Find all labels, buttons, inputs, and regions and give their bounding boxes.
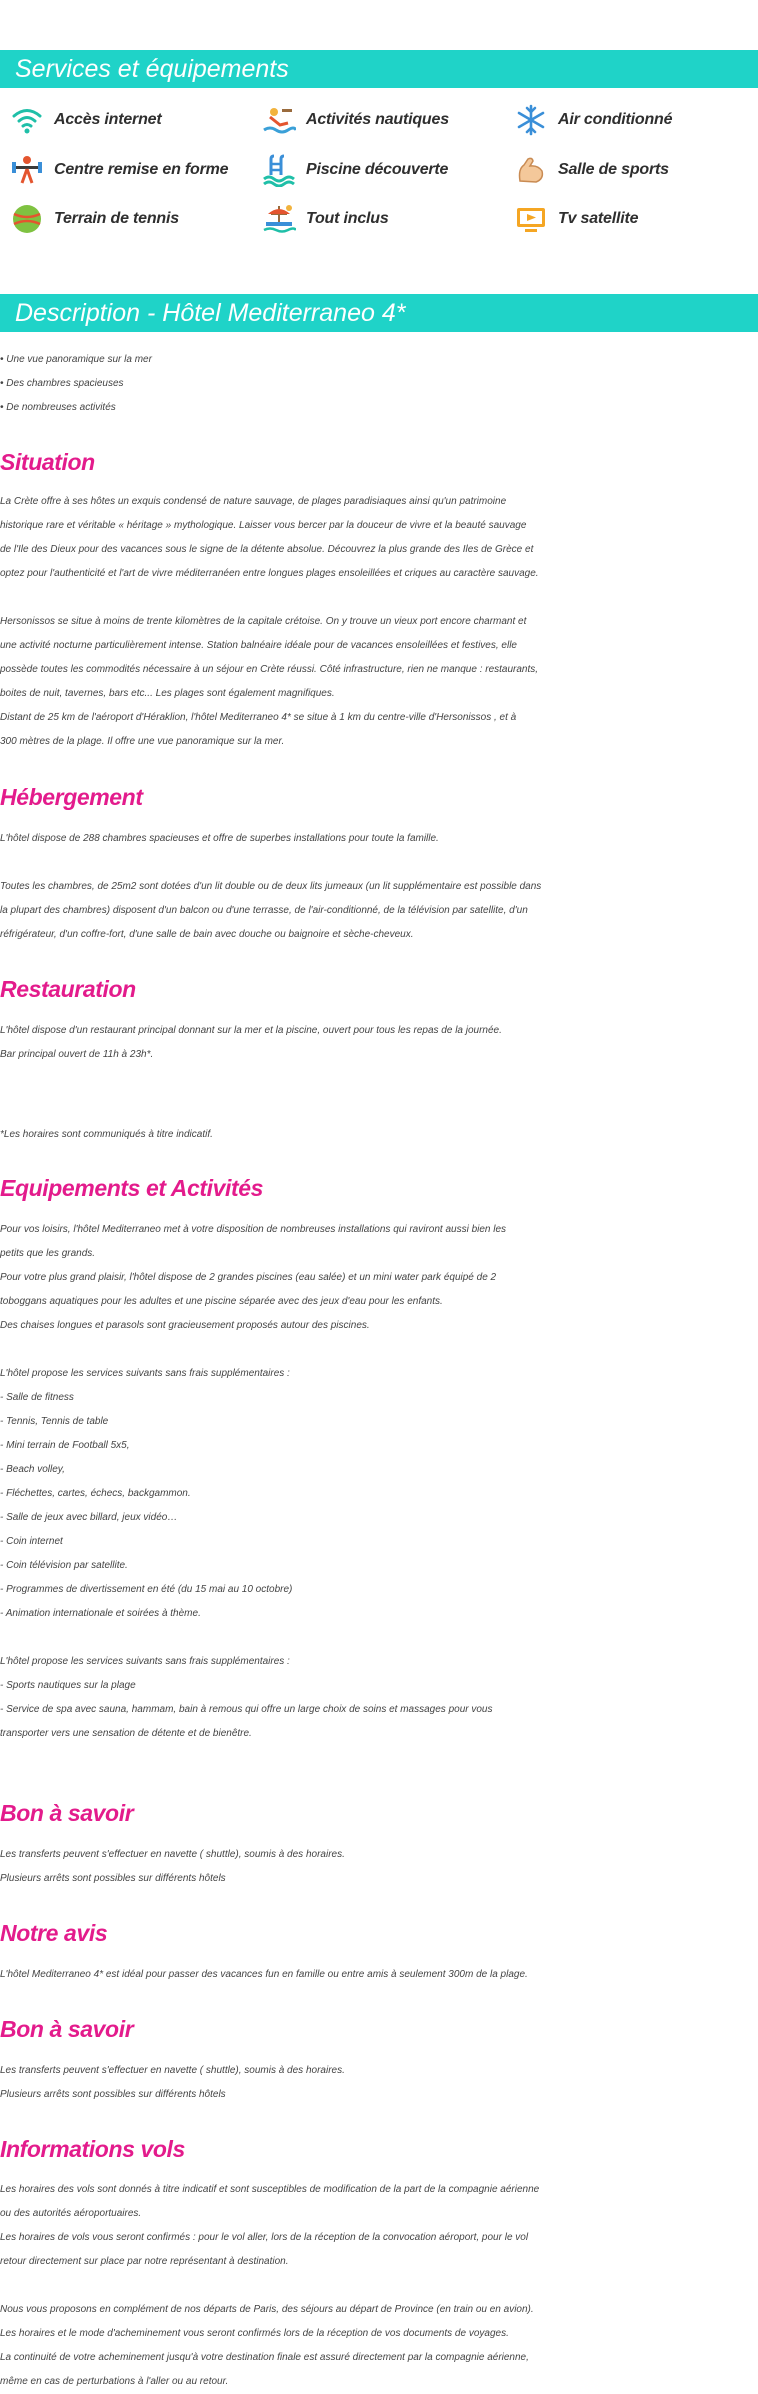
bon-a-savoir-line: Les transferts peuvent s'effectuer en navette ( shuttle), soumis à des horaires. xyxy=(0,2065,345,2076)
service-label: Tv satellite xyxy=(558,210,639,227)
services-title: Services et équipements xyxy=(15,55,289,83)
service-label: Accès internet xyxy=(54,111,162,128)
equipements-line: transporter vers une sensation de détente et de bienêtre. xyxy=(0,1728,252,1739)
situation-line: 300 mètres de la plage. Il offre une vue panoramique sur la mer. xyxy=(0,736,285,747)
vols-line: Les horaires des vols sont donnés à titre indicatif et sont susceptibles de modification de la part de la compagnie aérienne xyxy=(0,2184,540,2195)
equipements-line: - Salle de jeux avec billard, jeux vidéo… xyxy=(0,1512,178,1523)
bon-a-savoir-line: Les transferts peuvent s'effectuer en navette ( shuttle), soumis à des horaires. xyxy=(0,1849,345,1860)
equipements-line: Pour vos loisirs, l'hôtel Mediterraneo met à votre disposition de nombreuses installations qui raviront aussi bien les xyxy=(0,1224,507,1235)
vols-line: Les horaires et le mode d'acheminement vous seront confirmés lors de la réception de vos documents de voyages. xyxy=(0,2328,509,2339)
service-label: Salle de sports xyxy=(558,161,669,178)
equipements-line: - Service de spa avec sauna, hammam, bain à remous qui offre un large choix de soins et massages pour vous xyxy=(0,1704,493,1715)
notre-avis-line: L'hôtel Mediterraneo 4* est idéal pour passer des vacances fun en famille ou entre amis à seulement 300m de la plage. xyxy=(0,1969,528,1980)
service-label: Tout inclus xyxy=(306,210,389,227)
service-pool xyxy=(262,152,448,188)
service-air-conditioning xyxy=(514,102,672,138)
service-label: Centre remise en forme xyxy=(54,161,229,178)
equipements-line: - Mini terrain de Football 5x5, xyxy=(0,1440,130,1451)
equipements-line: L'hôtel propose les services suivants sans frais supplémentaires : xyxy=(0,1368,290,1379)
hebergement-line: Toutes les chambres, de 25m2 sont dotées d'un lit double ou de deux lits jumeaux (un lit supplémentaire est possible dans xyxy=(0,881,542,892)
hebergement-heading: Hébergement xyxy=(0,784,143,810)
bon-a-savoir-heading: Bon à savoir xyxy=(0,1800,134,1826)
description-bullet: • Des chambres spacieuses xyxy=(0,378,124,389)
pool-icon xyxy=(262,153,296,187)
all-inclusive-icon xyxy=(262,202,296,236)
vols-line: même en cas de perturbations à l'aller ou au retour. xyxy=(0,2376,229,2387)
situation-line: Distant de 25 km de l'aéroport d'Héraklion, l'hôtel Mediterraneo 4* se situe à 1 km du centre-ville d'Hersonissos , et à xyxy=(0,712,517,723)
bon-a-savoir-line: Plusieurs arrêts sont possibles sur différents hôtels xyxy=(0,2089,226,2100)
equipements-heading: Equipements et Activités xyxy=(0,1175,264,1201)
vols-line: ou des autorités aéroportuaires. xyxy=(0,2208,142,2219)
situation-line: possède toutes les commodités nécessaire à un séjour en Crète réussi. Côté infrastructure, rien ne manque : restaurants, xyxy=(0,664,539,675)
equipements-line: - Coin télévision par satellite. xyxy=(0,1560,128,1571)
situation-line: boites de nuit, tavernes, bars etc... Les plages sont également magnifiques. xyxy=(0,688,335,699)
service-label: Terrain de tennis xyxy=(54,210,179,227)
equipements-line: - Fléchettes, cartes, échecs, backgammon. xyxy=(0,1488,191,1499)
restauration-heading: Restauration xyxy=(0,976,136,1002)
equipements-line: Des chaises longues et parasols sont gracieusement proposés autour des piscines. xyxy=(0,1320,370,1331)
service-tv xyxy=(514,201,638,237)
situation-heading: Situation xyxy=(0,449,95,475)
wifi-icon xyxy=(10,103,44,137)
equipements-line: L'hôtel propose les services suivants sans frais supplémentaires : xyxy=(0,1656,290,1667)
equipements-line: - Sports nautiques sur la plage xyxy=(0,1680,136,1691)
equipements-line: - Animation internationale et soirées à thème. xyxy=(0,1608,201,1619)
water-sports-icon xyxy=(262,103,296,137)
service-gym xyxy=(514,152,669,188)
tennis-ball-icon xyxy=(10,202,44,236)
fitness-icon xyxy=(10,153,44,187)
restauration-note: *Les horaires sont communiqués à titre indicatif. xyxy=(0,1129,213,1140)
equipements-line: petits que les grands. xyxy=(0,1248,96,1259)
equipements-line: Pour votre plus grand plaisir, l'hôtel dispose de 2 grandes piscines (eau salée) et un mini water park équipé de 2 xyxy=(0,1272,497,1283)
vols-line: La continuité de votre acheminement jusqu'à votre destination finale est assuré directement par la compagnie aérienne, xyxy=(0,2352,529,2363)
situation-line: optez pour l'authenticité et l'art de vivre méditerranéen entre longues plages ensoleillées et criques au caractère sauvage. xyxy=(0,568,539,579)
service-all-inclusive xyxy=(262,201,389,237)
vols-line: Les horaires de vols vous seront confirmés : pour le vol aller, lors de la réception de la convocation aéroport, pour le vol xyxy=(0,2232,529,2243)
hebergement-line: la plupart des chambres) disposent d'un balcon ou d'une terrasse, de l'air-conditionné, de la télévision par satellite, d'un xyxy=(0,905,528,916)
bon-a-savoir-heading: Bon à savoir xyxy=(0,2016,134,2042)
situation-line: La Crète offre à ses hôtes un exquis condensé de nature sauvage, de plages paradisiaques ainsi qu'un patrimoine xyxy=(0,496,507,507)
situation-line: de l'Ile des Dieux pour des vacances sous le signe de la détente absolue. Découvrez la plus grande des Iles de Grèce et xyxy=(0,544,534,555)
description-bullet: • De nombreuses activités xyxy=(0,402,116,413)
informations-vols-heading: Informations vols xyxy=(0,2136,185,2162)
equipements-line: toboggans aquatiques pour les adultes et une piscine séparée avec des jeux d'eau pour les enfants. xyxy=(0,1296,443,1307)
description-title: Description - Hôtel Mediterraneo 4* xyxy=(15,299,406,327)
restauration-line: Bar principal ouvert de 11h à 23h*. xyxy=(0,1049,154,1060)
equipements-line: - Tennis, Tennis de table xyxy=(0,1416,109,1427)
situation-line: Hersonissos se situe à moins de trente kilomètres de la capitale crétoise. On y trouve un vieux port encore charmant et xyxy=(0,616,527,627)
equipements-line: - Coin internet xyxy=(0,1536,63,1547)
service-water-sports xyxy=(262,102,449,138)
service-tennis xyxy=(10,201,179,237)
service-label: Air conditionné xyxy=(558,111,673,128)
muscle-icon xyxy=(514,153,548,187)
tv-icon xyxy=(514,202,548,236)
bon-a-savoir-line: Plusieurs arrêts sont possibles sur différents hôtels xyxy=(0,1873,226,1884)
service-internet xyxy=(10,102,161,138)
services-header xyxy=(0,50,758,88)
vols-line: retour directement sur place par notre représentant à destination. xyxy=(0,2256,289,2267)
hebergement-line: L'hôtel dispose de 288 chambres spacieuses et offre de superbes installations pour toute la famille. xyxy=(0,833,439,844)
snowflake-icon xyxy=(514,103,548,137)
situation-line: historique rare et véritable « héritage » mythologique. Laisser vous bercer par la douceur de vivre et la beauté sauvage xyxy=(0,520,527,531)
notre-avis-heading: Notre avis xyxy=(0,1920,108,1946)
equipements-line: - Beach volley, xyxy=(0,1464,65,1475)
hebergement-line: réfrigérateur, d'un coffre-fort, d'une salle de bain avec douche ou baignoire et sèche-cheveux. xyxy=(0,929,414,940)
description-header xyxy=(0,294,758,332)
description-bullet: • Une vue panoramique sur la mer xyxy=(0,354,152,365)
restauration-line: L'hôtel dispose d'un restaurant principal donnant sur la mer et la piscine, ouvert pour tous les repas de la journée. xyxy=(0,1025,502,1036)
equipements-line: - Salle de fitness xyxy=(0,1392,74,1403)
situation-line: une activité nocturne particulièrement intense. Station balnéaire idéale pour de vacances ensoleillées et festives, elle xyxy=(0,640,517,651)
equipements-line: - Programmes de divertissement en été (du 15 mai au 10 octobre) xyxy=(0,1584,293,1595)
service-label: Activités nautiques xyxy=(306,111,449,128)
service-fitness xyxy=(10,152,228,188)
service-label: Piscine découverte xyxy=(306,161,449,178)
vols-line: Nous vous proposons en complément de nos départs de Paris, des séjours au départ de Province (en train ou en avion). xyxy=(0,2304,534,2315)
